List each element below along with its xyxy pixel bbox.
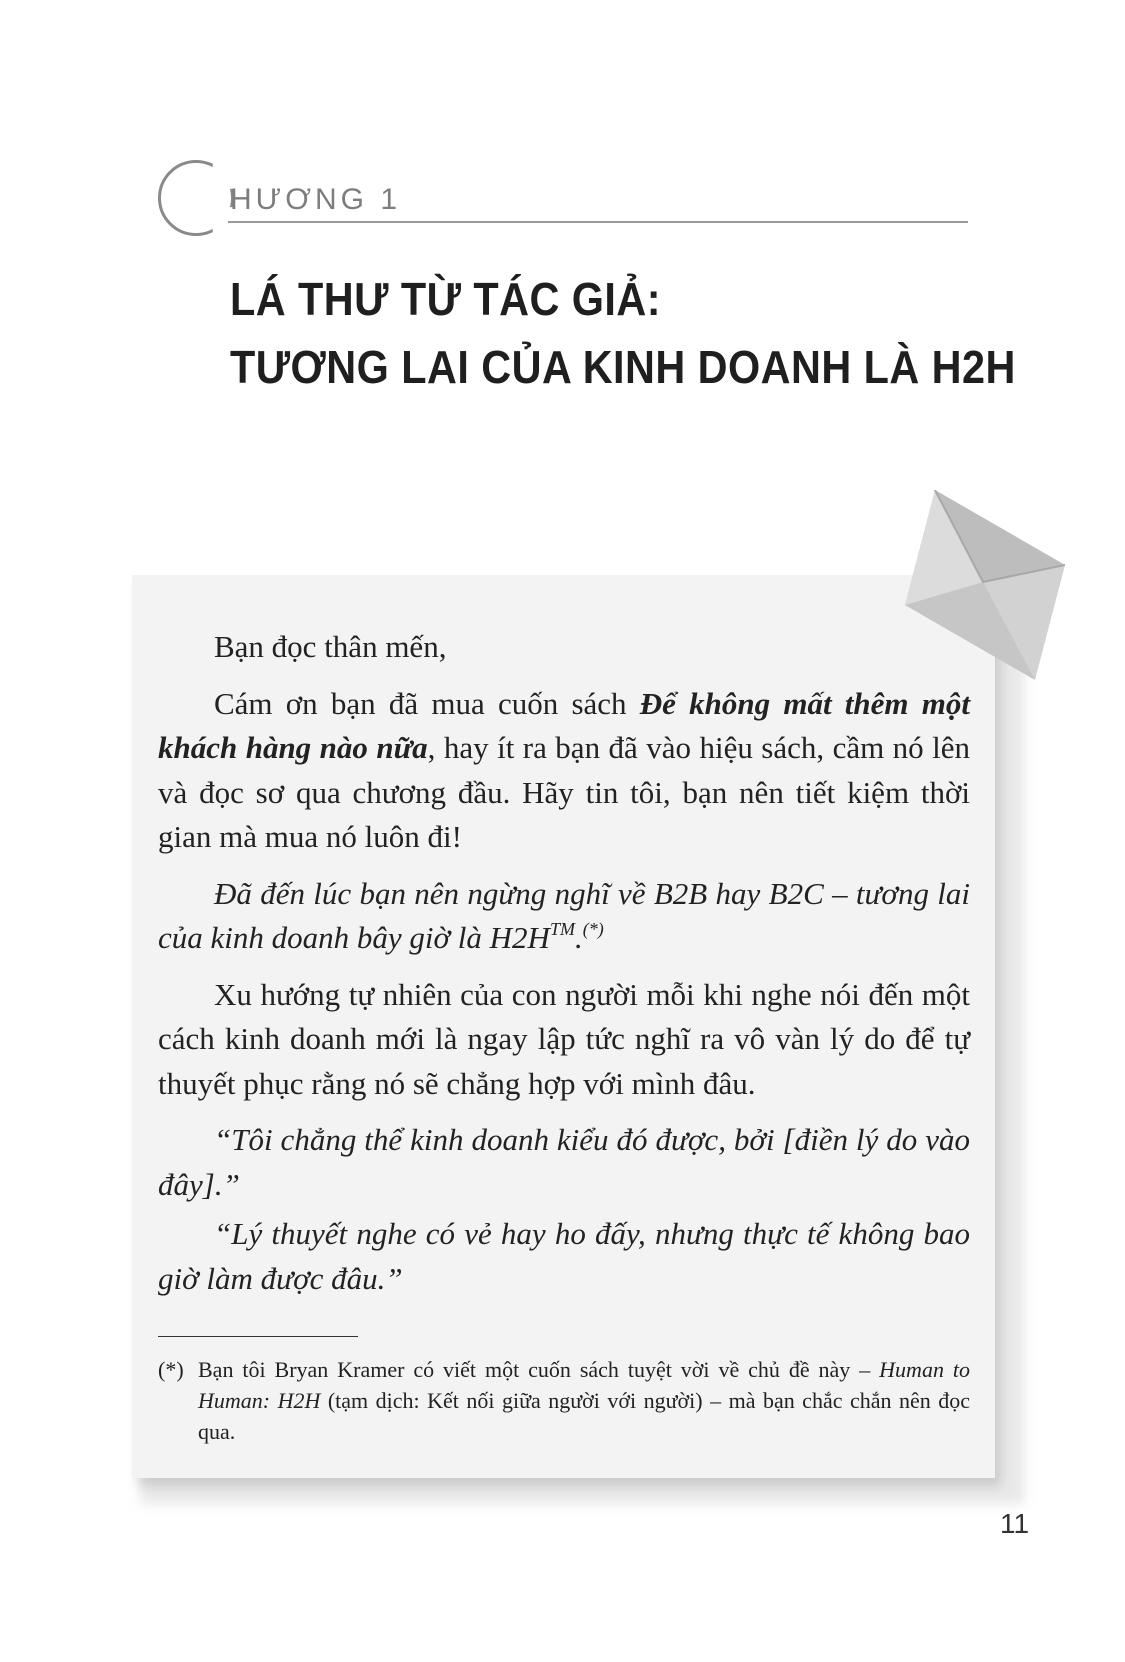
quote-2: “Lý thuyết nghe có vẻ hay ho đấy, nhưng thực tế không bao giờ làm được đâu.” (158, 1216, 970, 1296)
book-title: Để không mất thêm một khách hàng nào nữa (158, 685, 970, 765)
footnote-ref: (*) (582, 919, 604, 939)
chapter-label: HƯƠNG 1 (230, 183, 402, 216)
letter-body (158, 625, 970, 1313)
footnote-mark: (*) (158, 1357, 184, 1382)
chapter-circle-ornament (158, 160, 234, 236)
chapter-rule (228, 221, 968, 223)
trademark-sup: TM (549, 919, 575, 939)
paragraph-3: Xu hướng tự nhiên của con người mỗi khi nghe nói đến một cách kinh doanh mới là ngay lập tức nghĩ ra vô vàn lý do để tự thuyết phục rằng nó sẽ chẳng hợp với mình đâu. (158, 976, 970, 1101)
chapter-title (230, 265, 1016, 401)
quote-1: “Tôi chẳng thể kinh doanh kiểu đó được, bởi [điền lý do vào đây].” (158, 1122, 970, 1202)
footnote-text: Bạn tôi Bryan Kramer có viết một cuốn sách tuyệt vời về chủ đề này – Human to Human: H2H (tạm dịch: Kết nối giữa người với người) – mà bạn chắc chắn nên đọc qua. (198, 1357, 970, 1444)
footnote-book-title: Human to Human: H2H (198, 1357, 970, 1413)
footnote-rule (158, 1336, 358, 1337)
salutation: Bạn đọc thân mến, (214, 629, 447, 664)
title-line-2: TƯƠNG LAI CỦA KINH DOANH LÀ H2H (230, 341, 1016, 393)
page-number: 11 (1000, 1508, 1030, 1539)
paragraph-1: Cám ơn bạn đã mua cuốn sách Để không mất thêm một khách hàng nào nữa, hay ít ra bạn đã vào hiệu sách, cầm nó lên và đọc sơ qua chương đầu. Hãy tin tôi, bạn nên tiết kiệm thời gian mà mua nó luôn đi! (158, 685, 970, 854)
footnote (158, 1354, 970, 1447)
title-line-1: LÁ THƯ TỪ TÁC GIẢ: (230, 273, 661, 325)
paragraph-2: Đã đến lúc bạn nên ngừng nghĩ về B2B hay B2C – tương lai của kinh doanh bây giờ là H2H™.(*) (158, 875, 970, 955)
